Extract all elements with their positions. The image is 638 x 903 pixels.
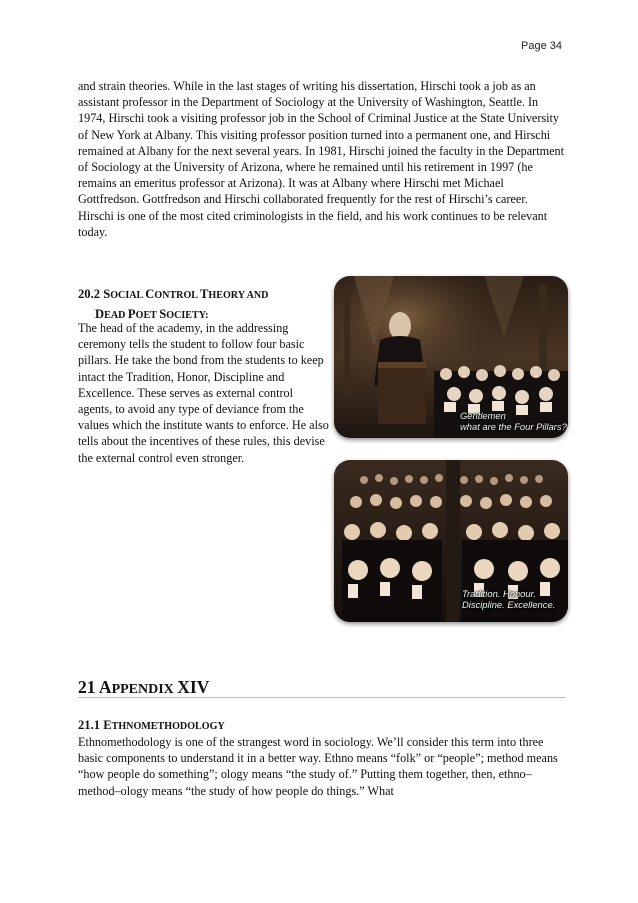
photo-1-caption: Gentlemen what are the Four Pillars? bbox=[460, 410, 567, 432]
section-title-line2: DEAD POET SOCIETY: bbox=[95, 307, 209, 321]
section-number: 20.2 bbox=[78, 287, 101, 301]
film-still-students bbox=[334, 460, 568, 622]
section-heading-21: 21 APPENDIX XIV bbox=[78, 677, 210, 697]
page-number: Page 34 bbox=[521, 40, 562, 52]
heading-rule bbox=[78, 697, 566, 698]
section-heading-20-2 bbox=[78, 285, 328, 325]
photo-2-caption: Tradition. Honour. Discipline. Excellence. bbox=[462, 588, 556, 610]
section-21-1-body: Ethnomethodology is one of the strangest word in sociology. We’ll consider this term into three basic components to understand it in a better way. Ethno means “folk” or “people”; method means “how people do something”; ology means “the study of.” Putting them together, then, ethno–method–ology means “the study of how people do things.” What bbox=[78, 735, 558, 798]
section-20-2-body: The head of the academy, in the addressing ceremony tells the student to follow four basic pillars. He take the bond from the students to keep intact the Tradition, Honor, Discipline and Excellence. These serves as external control agents, to avoid any type of deviance from the values which the institute wants to enforce. He also tells about the incentives of these rules, this devise the external control even stronger. bbox=[78, 321, 329, 465]
film-still-headmaster bbox=[334, 276, 568, 438]
section-title-line1: SOCIAL CONTROL THEORY AND bbox=[103, 287, 269, 301]
intro-paragraph: and strain theories. While in the last stages of writing his dissertation, Hirschi took a job as an assistant professor in the Department of Sociology at the University of Washington, Seattle. In 1974, Hirschi took a visiting professor job in the School of Criminal Justice at the State University of New York at Albany. This visiting professor position turned into a permanent one, and Hirschi remained at Albany for the next several years. In 1981, Hirschi joined the faculty in the Department of Sociology at the University of Arizona, where he remained until his retirement in 1997 (he remains an emeritus professor at Arizona). It was at Albany where Hirschi met Michael Gottfredson. Gottfredson and Hirschi collaborated frequently for the rest of Hirschi’s career. Hirschi is one of the most cited criminologists in the field, and his work continues to be relevant today. bbox=[78, 79, 564, 239]
section-heading-21-1: 21.1 ETHNOMETHODOLOGY bbox=[78, 718, 225, 732]
